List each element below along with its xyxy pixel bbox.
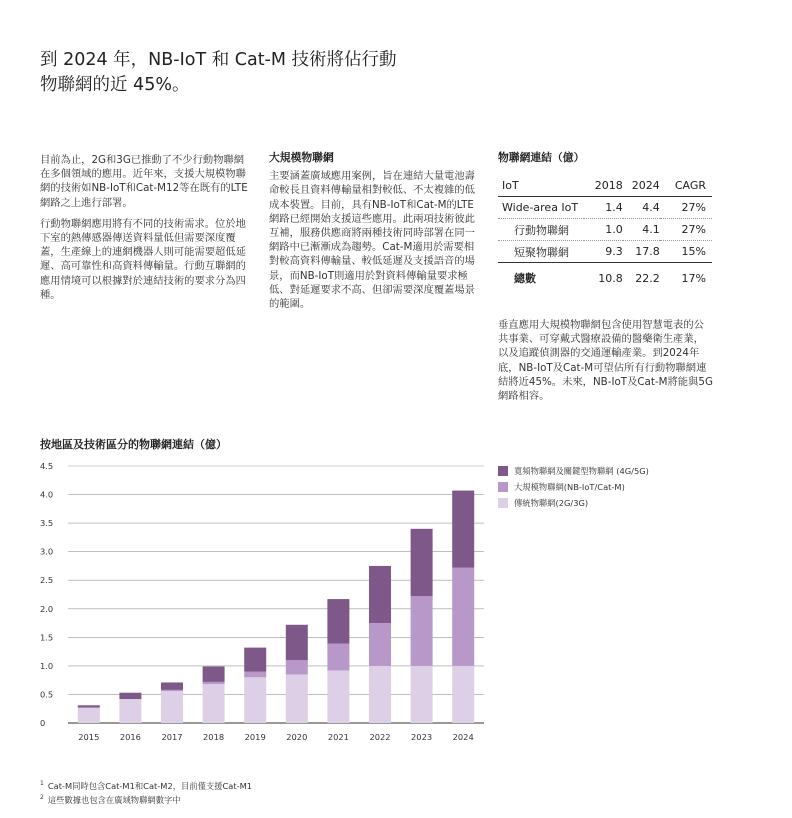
x-tick-label: 2015 bbox=[78, 732, 100, 742]
total-cagr: 17% bbox=[660, 263, 712, 294]
bar-segment-2020-series-2 bbox=[286, 625, 308, 660]
chart-legend bbox=[498, 463, 649, 511]
x-tick-label: 2024 bbox=[452, 732, 474, 742]
table-header-2024: 2024 bbox=[623, 175, 660, 197]
legend-label-massive: 大規模物聯網(NB-IoT/Cat-M) bbox=[514, 482, 625, 492]
legend-swatch-massive bbox=[498, 482, 508, 492]
x-tick-label: 2016 bbox=[119, 732, 141, 742]
bar-segment-2017-series-1 bbox=[161, 690, 183, 691]
bar-segment-2022-series-1 bbox=[369, 623, 391, 666]
bar-segment-2015-series-2 bbox=[78, 705, 100, 707]
bar-segment-2024-series-1 bbox=[452, 568, 474, 666]
headline-line-2: 物聯網的近 45%。 bbox=[40, 75, 190, 95]
table-header-iot: IoT bbox=[498, 175, 584, 197]
row-cagr: 27% bbox=[660, 197, 712, 219]
legend-label-legacy: 傳統物聯網(2G/3G) bbox=[514, 498, 589, 508]
row-value-2018: 1.0 bbox=[584, 219, 623, 241]
bar-segment-2021-series-2 bbox=[327, 599, 349, 644]
bar-segment-2018-series-0 bbox=[203, 684, 225, 723]
iot-connections-heading: 物聯網連結（億） bbox=[498, 151, 585, 164]
bar-segment-2017-series-2 bbox=[161, 682, 183, 689]
footnote-2 bbox=[40, 792, 252, 806]
row-value-2024: 4.1 bbox=[623, 219, 660, 241]
bar-segment-2022-series-2 bbox=[369, 566, 391, 623]
bar-segment-2016-series-2 bbox=[119, 693, 141, 699]
bar-segment-2021-series-0 bbox=[327, 670, 349, 723]
legend-swatch-legacy bbox=[498, 498, 508, 508]
legend-item bbox=[498, 463, 649, 479]
footnote-1-text: Cat-M同時包含Cat-M1和Cat-M2，目前僅支援Cat-M1 bbox=[47, 780, 253, 791]
bar-segment-2020-series-1 bbox=[286, 660, 308, 674]
x-tick-label: 2017 bbox=[161, 732, 183, 742]
row-value-2018: 1.4 bbox=[584, 197, 623, 219]
bar-segment-2023-series-1 bbox=[411, 596, 433, 666]
x-tick-label: 2019 bbox=[244, 732, 266, 742]
chart-title: 按地區及技術區分的物聯網連結（億） bbox=[40, 438, 227, 451]
bar-segment-2021-series-1 bbox=[327, 644, 349, 671]
bar-segment-2017-series-0 bbox=[161, 691, 183, 723]
y-tick-label: 1.5 bbox=[40, 632, 54, 643]
legend-item bbox=[498, 479, 649, 495]
bar-segment-2018-series-1 bbox=[203, 682, 225, 684]
x-tick-label: 2018 bbox=[203, 732, 225, 742]
x-tick-label: 2022 bbox=[369, 732, 391, 742]
y-tick-label: 2.0 bbox=[40, 603, 54, 614]
footnotes bbox=[40, 778, 252, 806]
y-tick-label: 3.5 bbox=[40, 518, 54, 529]
bar-segment-2023-series-2 bbox=[411, 529, 433, 596]
footnote-1 bbox=[40, 778, 252, 792]
x-tick-label: 2023 bbox=[411, 732, 433, 742]
massive-iot-body: 主要涵蓋廣域應用案例，旨在連結大量電池壽命較長且資料傳輸量相對較低、不太複雜的低成本裝置。目前，具有NB-IoT和Cat-M的LTE網路已經開始支援這些應用。此兩項技術彼此互補，服務供應商將兩種技術同時部署在同一網路中已漸漸成為趨勢。Cat-M適用於需要相對較高資料傳輸量、較低延遲及支援語音的場景，而NB-IoT則適用於對資料傳輸量要求極低、對延遲要求不高、但卻需要深度覆蓋場景的範圍。 bbox=[269, 170, 475, 311]
footnote-1-mark: 1 bbox=[40, 780, 44, 787]
bar-segment-2023-series-0 bbox=[411, 666, 433, 723]
bar-segment-2022-series-0 bbox=[369, 666, 391, 723]
legend-item bbox=[498, 495, 649, 511]
y-tick-label: 3.0 bbox=[40, 546, 54, 557]
row-label: 短聚物聯網 bbox=[498, 241, 584, 263]
bar-segment-2016-series-0 bbox=[119, 699, 141, 723]
chart-bars bbox=[78, 491, 474, 723]
massive-iot-heading: 大規模物聯網 bbox=[269, 151, 334, 164]
row-cagr: 15% bbox=[660, 241, 712, 263]
row-label: Wide-area IoT bbox=[498, 197, 584, 219]
bar-segment-2024-series-2 bbox=[452, 491, 474, 568]
y-tick-label: 2.5 bbox=[40, 575, 54, 586]
total-label: 總數 bbox=[498, 263, 584, 294]
intro-paragraph-2: 行動物聯網應用將有不同的技術需求。位於地下室的熱傳感器傳送資料量低但需要深度覆蓋，生產線上的連網機器人則可能需要超低延遲、高可靠性和高資料傳輸量。行動互聯網的應用情境可以根據對於連結技術的要求分為四種。 bbox=[40, 217, 246, 301]
bar-segment-2015-series-0 bbox=[78, 708, 100, 723]
bar-segment-2019-series-1 bbox=[244, 672, 266, 678]
total-value-2024: 22.2 bbox=[623, 263, 660, 294]
table-header-cagr: CAGR bbox=[660, 175, 712, 197]
row-value-2024: 17.8 bbox=[623, 241, 660, 263]
bar-segment-2024-series-0 bbox=[452, 666, 474, 723]
y-tick-label: 1.0 bbox=[40, 660, 54, 671]
row-label: 行動物聯網 bbox=[498, 219, 584, 241]
x-tick-label: 2020 bbox=[286, 732, 308, 742]
bar-segment-2019-series-2 bbox=[244, 648, 266, 672]
y-tick-label: 0 bbox=[40, 718, 46, 728]
legend-swatch-broadband bbox=[498, 466, 508, 476]
legend-label-broadband: 寬頻物聯網及關鍵型物聯網 (4G/5G) bbox=[514, 466, 649, 476]
table-header-2018: 2018 bbox=[584, 175, 623, 197]
row-cagr: 27% bbox=[660, 219, 712, 241]
bar-segment-2018-series-2 bbox=[203, 666, 225, 681]
intro-paragraph-1: 目前為止，2G和3G已推動了不少行動物聯網在多個領域的應用。近年來，支援大規模物聯網的技術如NB-IoT和Cat-M12等在既有的LTE網路之上進行部署。 bbox=[40, 154, 248, 209]
row-value-2024: 4.4 bbox=[623, 197, 660, 219]
row-value-2018: 9.3 bbox=[584, 241, 623, 263]
x-tick-label: 2021 bbox=[327, 732, 349, 742]
headline-line-1: 到 2024 年，NB-IoT 和 Cat-M 技術將佔行動 bbox=[40, 50, 397, 70]
bar-segment-2020-series-0 bbox=[286, 674, 308, 723]
bar-segment-2019-series-0 bbox=[244, 677, 266, 723]
total-value-2018: 10.8 bbox=[584, 263, 623, 294]
y-tick-label: 0.5 bbox=[40, 689, 54, 700]
vertical-applications-note: 垂直應用大規模物聯網包含使用智慧電表的公共事業、可穿戴式醫療設備的醫藥衛生產業，以及追蹤偵測器的交通運輸產業。到2024年底，NB-IoT及Cat-M可望佔所有行動物聯網連結將近45%。未來，NB-IoT及Cat-M將能與5G 網路相容。 bbox=[498, 319, 713, 403]
y-tick-label: 4.5 bbox=[40, 461, 54, 471]
y-tick-label: 4.0 bbox=[40, 489, 54, 500]
footnote-2-text: 這些數據也包含在廣域物聯網數字中 bbox=[47, 794, 181, 805]
footnote-2-mark: 2 bbox=[40, 793, 44, 801]
